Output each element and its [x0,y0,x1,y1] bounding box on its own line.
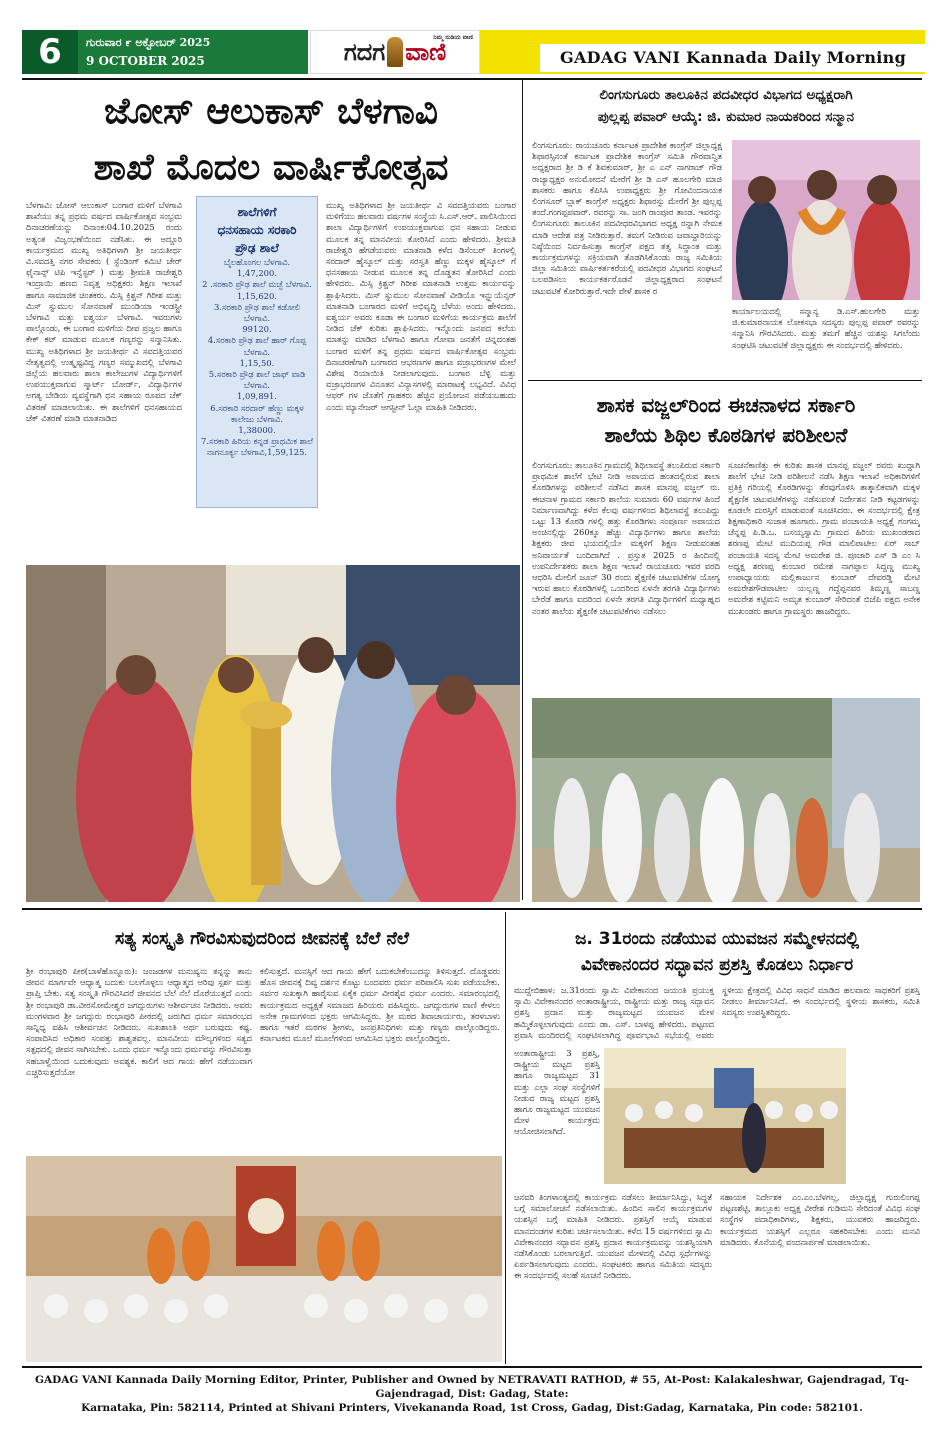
donation-item: 3.ಸರಕಾರಿ ಪ್ರೌಢ ಶಾಲೆ ಕಡೋಲಿ ಬೆಳಗಾವಿ. [213,301,301,324]
article2-headline-line1: ಲಿಂಗಸುಗೂರು ತಾಲೂಕಿನ ಪದವೀಧರ ವಿಭಾಗದ ಅಧ್ಯಕ್ಷರಾಗಿ [599,87,853,103]
article3-headline-line2: ಶಾಲೆಯ ಶಿಥಿಲ ಕೊಠಡಿಗಳ ಪರಿಶೀಲನೆ [604,423,848,447]
article5-intro: ಮುದ್ದೇಬಿಹಾಳ: ಜ.31ರಂದು ಸ್ವಾಮಿ ವಿವೇಕಾನಂದ ಜಯಂತಿ ಪ್ರಯುಕ್ತ ಸ್ವಾಮಿ ವಿವೇಕಾನಂದರ ಅಂತಾರಾಷ್ಟ್ರೀಯ, ರಾಷ್ಟ್ರೀಯ ಮತ್ತು ರಾಜ್ಯ ಸದ್ಭಾವನ ಪ್ರಶಸ್ತಿ ಪ್ರದಾನ ಮತ್ತು ರಾಜ್ಯಮಟ್ಟದ ಯುವಜನ ಮೇಳ ಹಮ್ಮಿಕೊಳ್ಳಲಾಗುವುದು ಎಂದು ಡಾ. ಎಸ್. ಬಾಳಪ್ಪ ಹೇಳಿದರು. ಪಟ್ಟಣದ ಪ್ರವಾಸಿ ಮಂದಿರದಲ್ಲಿ ಸಂಘಟಿಸಲಾಗಿದ್ದ ಪೂರ್ವಭಾವಿ ಸಭೆಯಲ್ಲಿ ಅವರು [514,985,714,1040]
article2-headline-line2: ಪುಲ್ಲಪ್ಪ ಪವಾರ್ ಆಯ್ಕೆ: ಜಿ. ಕುಮಾರ ನಾಯಕರಿಂದ ಸನ್ಮಾನ [597,109,855,125]
article1-donation-box [196,196,318,508]
middle-hrule [22,908,922,910]
donation-item: 6.ಸರಕಾರಿ ಸರದಾರ್ ಹೆಣ್ಣು ಮಕ್ಕಳ ಕಾಲೇಜು ಬೆಳಗಾವಿ. [210,402,304,424]
article3-photo [532,698,920,902]
article1-headline-line2: ಶಾಖೆ ಮೊದಲ ವಾರ್ಷಿಕೋತ್ಸವ [93,147,449,188]
article4-headline-text: ಸತ್ಯ ಸಂಸ್ಕೃತಿ ಗೌರವಿಸುವುದರಿಂದ ಜೀವನಕ್ಕೆ ಬೆಲೆ ನೆಲೆ [115,929,409,949]
newspaper-logo [310,30,480,74]
donation-item: 1,09,891. [237,391,277,402]
vertical-rule-top [522,80,523,900]
donation-item: 1,15,50. [239,357,275,368]
footer-rule [22,1366,922,1368]
article5-left-narrow: ಅಂತಾರಾಷ್ಟ್ರೀಯ 3 ಪ್ರಶಸ್ತಿ, ರಾಷ್ಟ್ರೀಯ ಮಟ್ಟದ ಪ್ರಶಸ್ತಿ ಹಾಗೂ ರಾಜ್ಯಮಟ್ಟದ 31 ಮತ್ತು ಎಲ್ಲಾ ಸಂಘ ಸಂಸ್ಥೆಗಳಿಗೆ ನೀಡುವ ರಾಜ್ಯ ಮಟ್ಟದ ಪ್ರಶಸ್ತಿ ಹಾಗೂ ರಾಜ್ಯಮಟ್ಟದ ಯುವಜನ ಮೇಳ ಕಾರ್ಯಕ್ರಮ ಆಯೋಜಿಸಲಾಗಿದೆ. [514,1048,600,1137]
article1-headline [24,84,518,196]
logo-figure-icon [387,37,403,67]
date-english: 9 OCTOBER 2025 [86,54,205,68]
paper-name: GADAG VANI Kannada Daily Morning [540,44,925,72]
article2-column1: ಲಿಂಗಸುಗೂರು: ರಾಯಚೂರು ಕರ್ನಾಟಕ ಪ್ರಾದೇಶಿಕ ಕಾಂಗ್ರೆಸ್ ಜಿಲ್ಲಾಧ್ಯಕ್ಷ ಶಿಫಾರಸ್ಸಿನಂತೆ ಕರ್ನಾಟಕ ಪ್ರಾದೇಶಿಕ ಕಾಂಗ್ರೆಸ್ ಸಮಿತಿ ಗೌರವಾನ್ವಿತ ಅಧ್ಯಕ್ಷರಾದ ಶ್ರೀ ಡಿ ಕೆ ಶಿವಕುಮಾರ್, ಶ್ರೀ ಎ ಎನ್ ನಾಗರಾಜ್ ಗೌಡ ರಾಜ್ಯಾಧ್ಯಕ್ಷರ ಅನುಮೋದನೆ ಮೇರೆಗೆ ಶ್ರೀ ಡಿ ಎಸ್ ಹೂಲಗೇರಿ ಮಾಜಿ ಶಾಸಕರು ಹಾಗೂ ಕೆಪಿಸಿಸಿ ಉಪಾಧ್ಯಕ್ಷರು ಶ್ರೀ ಗೋವಿಂದನಾಯಕ ಲಿಂಗಸೂರ್ ಬ್ಲಾಕ್ ಕಾಂಗ್ರೆಸ್ ಅಧ್ಯಕ್ಷರು ಶಿಫಾರಸ್ಸು ಮೇರೆಗೆ ಶ್ರೀ ಪುಲ್ಲಪ್ಪ ತಂದೆ.ಗಂಗಪ್ಪಪವಾರ್. ರವರನ್ನು ಸಾ. ಜಂಗಿ ರಾಂಪೂರ ತಾಂಡ. ಇವರನ್ನು ಲಿಂಗಸುಗೂರು ತಾಲೂಕಿನ ಪದವೀಧರವಿಭಾಗದ ಅಧ್ಯಕ್ಷ ರನ್ನಾಗಿ ನೇಮಕ ಮಾಡಿ ಆದೇಶ ಪತ್ರ ನೀಡಿರುತ್ತಾರೆ. ತಮಗೆ ನೀಡಿರುವ ಜವಾಬ್ದಾರಿಯನ್ನು ನಿಷ್ಠೆಯಿಂದ ನಿರ್ವಹಿಸುತ್ತಾ ಕಾಂಗ್ರೆಸ್ ಪಕ್ಷದ ತತ್ವ ಸಿದ್ಧಾಂತ ಮತ್ತು ಕಾರ್ಯಕ್ರಮಗಳನ್ನು ಸಕ್ರಿಯವಾಗಿ ತೊಡಗಿಸಿಕೊಂಡು ರಾಜ್ಯ ಸಮಿತಿಯ ಜಿಲ್ಲಾ ಸಮಿತಿಯ ವಾರ್ಷಿಕರ್ತಕರೆಯಲ್ಲಿ ಪದವೀಧರ ವಿಭಾಗದ ಸಂಘಟನೆ ಬಲಪಡಿಸಲು ಕಾರ್ಯಕರ್ತರೊಡನೆ ಜಿಲ್ಲಾಧ್ಯಕ್ಷರಾದ ಸಂಘಟನೆ ಚಟುವಟಿಕೆ ಕೋರಿರುತ್ತಾರೆ.ಇದೇ ವೇಳೆ ಶಾಸಕ ರ [532,140,722,296]
article4-column2: ಕಲಿಸುತ್ತದೆ. ಮನಸ್ಸಿಗೆ ಆದ ಗಾಯ ಹೇಗೆ ಬದುಕಬೇಕೆಂಬುದನ್ನು ತಿಳಿಸುತ್ತದೆ. ದೊಡ್ಡವರು ಹೊಸ ಜೀವನಕ್ಕೆ ದಿವ್ಯ ದರ್ಶನ ಕೊಟ್ಟು ಬಂದವರು ಧರ್ಮ ಪರಿಪಾಲಿಸಿ ಸುಖ ಪಡೆಯಬೇಕು. ಸರ್ವರ ಸುಖಕ್ಕಾಗಿ ಹಾರೈಸುವ ಏಕೈಕ ಧರ್ಮ ವೀರಶೈವ ಧರ್ಮ ಎಂದರು. ಸಮಾರಂಭದಲ್ಲಿ ಕಾರ್ಯಕ್ರಮದ ಅಧ್ಯಕ್ಷತೆ ಸಮಾಜದ ಹಿರಿಯರು ವಹಿಸಿದ್ದರು. ಜಗದ್ಗುರುಗಳ ವಾಣಿ ಕೇಳಲು ಅನೇಕ ಗ್ರಾಮಗಳಿಂದ ಭಕ್ತರು ಆಗಮಿಸಿದ್ದರು. ಶ್ರೀ ಮಠದ ಶಿವಾಚಾರ್ಯರು, ತರಳಬಾಳು ಹಾಗೂ ಇತರೆ ಮಠಗಳ ಶ್ರೀಗಳು, ಜನಪ್ರತಿನಿಧಿಗಳು ಮತ್ತು ಗಣ್ಯರು ಪಾಲ್ಗೊಂಡಿದ್ದರು. ಕರ್ನಾಟಕದ ಮೂಲೆ ಮೂಲೆಗಳಿಂದ ಆಗಮಿಸಿದ ಭಕ್ತರು ಪಾಲ್ಗೊಂಡಿದ್ದರು. [260,966,500,1044]
article5-bottom-col1: ಜನವರಿ ತಿಂಗಳಾಂತ್ಯದಲ್ಲಿ ಕಾರ್ಯಕ್ರಮ ನಡೆಸಲು ತೀರ್ಮಾನಿಸಿದ್ದು, ಸಿದ್ಧತೆ ಬಗ್ಗೆ ಸಮಾಲೋಚನೆ ನಡೆಸಲಾಯಿತು. ಹಿಂದಿನ ಸಾಲಿನ ಕಾರ್ಯಕ್ರಮಗಳ ಯಶಸ್ಸಿನ ಬಗ್ಗೆ ಮಾಹಿತಿ ನೀಡಿದರು. ಪ್ರಶಸ್ತಿಗೆ ಆಯ್ಕೆ ಮಾಡುವ ಮಾನದಂಡಗಳ ಕುರಿತು ಚರ್ಚಿಸಲಾಯಿತು. ಕಳೆದ 15 ವರ್ಷಗಳಿಂದ ಸ್ವಾಮಿ ವಿವೇಕಾನಂದರ ಸದ್ಭಾವನ ಪ್ರಶಸ್ತಿ ಪ್ರದಾನ ಕಾರ್ಯಕ್ರಮವನ್ನು ಯಶಸ್ವಿಯಾಗಿ ನಡೆಸಿಕೊಂಡು ಬರಲಾಗುತ್ತಿದೆ. ಯುವಜನ ಮೇಳದಲ್ಲಿ ವಿವಿಧ ಸ್ಪರ್ಧೆಗಳನ್ನು ಏರ್ಪಡಿಸಲಾಗುವುದು ಎಂದರು. ಸಂಘಟಕರು ಹಾಗೂ ಸಮಿತಿಯ ಸದಸ್ಯರು ಈ ಸಂದರ್ಭದಲ್ಲಿ ಸಲಹೆ ಸೂಚನೆ ನೀಡಿದರು. [514,1192,712,1281]
article5-headline-line2: ವಿವೇಕಾನಂದರ ಸದ್ಭಾವನ ಪ್ರಶಸ್ತಿ ಕೊಡಲು ನಿರ್ಧಾರ [580,955,854,975]
donation-item: 7.ಸರಕಾರಿ ಹಿರಿಯ ಕನ್ನಡ ಪ್ರಾಥಮಿಕ ಶಾಲೆ ನಾಗನೂರ್ಕ್ಯ ಬೆಳಗಾವಿ,1,59,125. [201,436,313,458]
imprint-line2: Karnataka, Pin: 582114, Printed at Shivani Printers, Vivekananda Road, 1st Cross, Gadag, Dist:Gadag, Karnataka, Pin code: 582101. [81,1402,863,1414]
article5-bottom-col2: ಸಹಾಯಕ ನಿರ್ದೇಶಕ ಎಂ.ಎಂ.ಬೆಳಗಲ್ಲ, ಜಿಲ್ಲಾಧ್ಯಕ್ಷ ಗುರುಲಿಂಗಪ್ಪ ಪಟ್ಟಣಶೆಟ್ಟಿ, ತಾಲ್ಲೂಕು ಅಧ್ಯಕ್ಷ ವೀರೇಶ ಗುಡಿಮನಿ ಸೇರಿದಂತೆ ವಿವಿಧ ಸಂಘ ಸಂಸ್ಥೆಗಳ ಪದಾಧಿಕಾರಿಗಳು, ಶಿಕ್ಷಕರು, ಯುವಕರು ಹಾಜರಿದ್ದರು. ಕಾರ್ಯಕ್ರಮದ ಯಶಸ್ಸಿಗೆ ಎಲ್ಲರೂ ಸಹಕರಿಸಬೇಕು ಎಂದು ಮನವಿ ಮಾಡಿದರು. ಕೊನೆಯಲ್ಲಿ ವಂದನಾರ್ಪಣೆ ಮಾಡಲಾಯಿತು. [720,1192,920,1247]
article1-headline-line1: ಜೋಸ್ ಆಲುಕಾಸ್ ಬೆಳಗಾವಿ [103,91,439,132]
article5-headline [512,926,922,978]
article2-photo [732,140,920,300]
donation-item: 4.ಸರಕಾರಿ ಪ್ರೌಢ ಶಾಲೆ ಹಾರ್ ಗೊಪ್ಪ ಬೆಳಗಾವಿ. [207,335,307,357]
date-kannada: ಗುರುವಾರ ೯ ಅಕ್ಟೋಬರ್ 2025 [86,36,211,49]
donation-box-heading1: ಶಾಲೆಗಳಿಗೆ [237,205,277,219]
article1-column3: ಮುಖ್ಯ ಅತಿಥಿಗಳಾದ ಶ್ರೀ ಜಯತೀರ್ಥ ವಿ ಸವದತ್ತಿಯವರು ಬಂಗಾರ ಮಳಿಗೆಯು ಹಲವಾರು ವರ್ಷಗಳ ಸಂಸ್ಥೆಯ ಸಿ.ಎಸ್.ಆರ್. ಪಾಲಿಸಿಯಿಂದ ಶಾಲಾ ವಿದ್ಯಾರ್ಥಿಗಳಿಗೆ ಉಪಯುಕ್ತವಾಗುವ ಧನ ಸಹಾಯ ನೀಡುವ ಮೂಲಕ ತನ್ನ ಮಾನವೀಯ ತೋರಿಸಿದೆ ಎಂದು ಹೇಳಿದರು. ಶ್ರೀಮತಿ ರಾಜೇಶ್ವರಿ ಹೆಗಡೆಯವರು ಮಾತನಾಡಿ ಕಳೆದ ಡಿಸೆಂಬರ್ ತಿಂಗಳಲ್ಲಿ ಸರದಾರ್ ಹೈಸ್ಕೂಲ್ ಮತ್ತು ಸರಸ್ವತಿ ಹೆಣ್ಣು ಮಕ್ಕಳ ಹೈಸ್ಕೂಲ್ ಗೆ ಧನಸಹಾಯ ನೀಡುವ ಮೂಲಕ ತನ್ನ ದೊಡ್ಡತನ ತೋರಿಸಿದೆ ಎಂದು ಹೇಳಿದರು. ಮಿಸ್ಸಿ ಕ್ರಿಶ್ಚನ್ ಗಿರೀಶ ಮಾತನಾಡಿ ಉತ್ತಮ ಕಾರ್ಯವನ್ನು ಶ್ಲಾಘಿಸಿದರು. ಮಿಸ್ ಸ್ನುಮುಲ ಸೋನವಾಣೆ ವೀಡಿಯೊ ಇನ್ಫ್ಲುಯೆನ್ಸರ್ ಮಾತನಾಡಿ ಬಂಗಾರದ ಮಳಿಗೆ ಅಭಿವೃದ್ಧಿ ಬೆಳೆಯ ಅಂದು ಹೇಳಿದರು. ಐಶ್ವರ್ಯ ಅವರು ಕೂಡಾ ಈ ಬಂಗಾರ ಮಳಿಗೆಯ ಕಾರ್ಯಕ್ರಮ ಶಾಲೆಗೆ ನೀಡಿದ ಚೆಕ್ ಕುರಿತು ಶ್ಲಾಘಿಸಿದರು. ಇನ್ನೊಂದು ಜನಪದ ಕಲೆಯ ಮಾತನ್ನು ಮಾಡಿದ ಬೆಳಗಾವಿ ಹಾಗೂ ಗೋವಾ ಜನತೆಗೆ ಚಿನ್ನದಂತಹ ಬಂಗಾರ ಮಳಿಗೆ ತನ್ನ ಪ್ರಥಮ ವರ್ಷದ ವಾರ್ಷಿಕೋತ್ಸವ ಸಂಭ್ರಮ ದಿನಾಚರಣೆಗಾಗಿ ಬಂಗಾರದ ಆಭರಣಗಳ ಹಾಗೂ ವಜ್ರಾಭರಣಗಳ ಮೇಲೆ ವಿಶೇಷ ರಿಯಾಯಿತಿ ನೀಡಲಾಗುವುದು. ಬಂಗಾರ ಬೆಳ್ಳಿ ಮತ್ತು ವಜ್ರಾಭರಣಗಳ ವಿನೂತನ ವಿನ್ಯಾಸಗಳಲ್ಲಿ ಮಾರಾಟಕ್ಕೆ ಲಭ್ಯವಿದೆ. ವಿವಿಧ ಆಫರ್ ಗಳ ಜೊತೆಗೆ ಗ್ರಾಹಕರು ಹೆಚ್ಚಿನ ಪ್ರಯೋಜನ ಪಡೆಯಬಹುದು ಎಂದು ಮ್ಯಾನೇಜರ್ ಆಗಸ್ಟೀನ್ ಓಲ್ಗಾ ಮಾಹಿತಿ ನೀಡಿದರು. [326,200,516,412]
article1-photo [26,565,520,902]
masthead [0,30,945,74]
donation-item: 99120. [242,324,272,335]
donation-item: ಬೈಲಹೊಂಗಲ ಬೆಳಗಾವಿ. [223,257,291,267]
donation-item: 1,38000. [238,425,276,436]
donation-item: 2 .ಸರಕಾರಿ ಪ್ರೌಢ ಶಾಲೆ ಮಚ್ಛೆ ಬೆಳಗಾವಿ. [202,279,312,290]
article5-right-narrow [852,1048,920,1184]
article4-column1: ಶ್ರೀ ರಂಭಾಪುರಿ ಪೀಠ(ಬಾಳೆಹೊನ್ನೂರು): ಜಂಜಡಗಳ ಮನುಷ್ಯನು ತನ್ನನ್ನು ತಾನು ಜೀವನ ಮಾರ್ಗವೇ ಆಧ್ಯಾತ್ಮ ಬದುಕು ಬಲಗೊಳ್ಳಲು ಆಧ್ಯಾತ್ಮದ ಅರಿವು ಸ್ಪರ್ಶ ಮತ್ತು ಪ್ರಾಪ್ತಿ ಬೇಕು. ಸತ್ಯ ಸಂಸ್ಕೃತಿ ಗೌರವಿಸಿದರೆ ಜೀವನದ ಬೆಲೆ ನೆಲೆ ದೊರೆಯುತ್ತದೆ ಎಂದು ಶ್ರೀ ರಂಭಾಪುರಿ ಡಾ.ವೀರಸೋಮೇಶ್ವರ ಜಗದ್ಗುರುಗಳು ಆಶೀರ್ವಚನ ನೀಡಿದರು. ಅವರು ಮಂಗಳವಾರ ಶ್ರೀ ಜಗದ್ಗುರು ರಂಭಾಪುರಿ ಪೀಠದಲ್ಲಿ ಜರುಗಿದ ಧರ್ಮ ಸಮಾರಂಭದ ಸಾನ್ನಿಧ್ಯ ವಹಿಸಿ ಆಶೀರ್ವಚನ ನೀಡಿದರು. ಸುಖಶಾಂತಿ ಅರ್ಥ ಬರುವುದು ಕಷ್ಟ. ಸಂಪಾದಿಸಿದ ಅಧಿಕಾರ ಸಂಪತ್ತು ಶಾಶ್ವತವಲ್ಲ. ಮಾನವೀಯ ಮೌಲ್ಯಗಳಿಂದ ಸತ್ಯದ ಸತ್ಪಥದಲ್ಲಿ ಜೀವನ ಸಾಗಿಸಬೇಕು. ಒಂದು ಧರ್ಮ ಇನ್ನೊಂದು ಧರ್ಮವನ್ನು ಗೌರವಿಸುತ್ತಾ ಸಹಬಾಳ್ವೆಯಿಂದ ಬದುಕುವುದು ಅವಶ್ಯಕ. ಕಾಲಿಗೆ ಆದ ಗಾಯ ಹೇಗೆ ನಡೆಯುವಾಗ ಎಚ್ಚರಿಸುತ್ತದೆಯೋ [26,966,252,1077]
logo-tagline: ನಿಮ್ಮ ನುಡಿಯ ವಾಣಿ [433,34,473,41]
article1-column1: ಬೆಳಗಾವಿ: ಜೋಸ್ ಆಲುಕಾಸ್ ಬಂಗಾರ ಮಳಿಗೆ ಬೆಳಗಾವಿ ಶಾಖೆಯು ತನ್ನ ಪ್ರಥಮ ವರ್ಷದ ವಾರ್ಷಿಕೋತ್ಸವ ಸಂಭ್ರಮ ದಿನಾಚರಣೆಯನ್ನು ದಿನಾಂಕ:04.10.2025 ರಂದು ಅತ್ಯಂತ ವಿಜೃಂಭಣೆಯಿಂದ ನಡೆಸಿತು. ಈ ಅದ್ದೂರಿ ಕಾರ್ಯಕ್ರಮದ ಮುಖ್ಯ ಅತಿಥಿಗಳಾಗಿ ಶ್ರೀ ಜಯತೀರ್ಥ ವಿ.ಸವದತ್ತಿ ನಗರ ಸೇವಕರು ( ಸ್ಟೆಂಡಿಂಗ್ ಕಮಿಟಿ ಚೇರ್ ಫೈನಾನ್ಸ್ ಟಿಪಿ ಇನ್ವೆಸ್ಟರ್ ) ಮತ್ತು ಶ್ರೀಮತಿ ರಾಜೇಶ್ವರಿ ಇಂದ್ರಾಯಿ ಹಣದ ನಿವೃತ್ತ ಅಧಿಕ್ಷಕರು ಶಿಕ್ಷಣ ಇಲಾಖೆ ಹಾಗೂ ಸಾಮಾಜಿಕ ಚಿಂತಕರು. ಮಿಸ್ಸಿ ಕ್ರಿಶ್ಚನ್ ಗಿರೀಶ ಮತ್ತು ಮಿಸ್ ಸ್ನುಮುಲ ಸೋನವಾಣೆ ಮುಂಡಿಯಾ ಇಂಡಸ್ಟ್ರೀ ಬೆಳಗಾವಿ ಮತ್ತು ಐಶ್ವರ್ಯ ಬೆಳಗಾವಿ. ಇವರುಗಳು ಪಾಲ್ಗೊಂಡು, ಈ ಬಂಗಾರ ಮಳಿಗೆಯ ದೀಪ ಪ್ರಜ್ವಲ ಹಾಗೂ ಕೇಕ್ ಕಟ್ ಮಾಡುವ ಮೂಲಕ ಗಣ್ಯರನ್ನು ಸನ್ಮಾನಿಸಿತು. ಮುಖ್ಯ ಅತಿಥಿಗಳಾದ ಶ್ರೀ ಜಯತೀರ್ಥ ವಿ ಸವದತ್ತಿಯವರ ನೇತೃತ್ವದಲ್ಲಿ ಉತ್ಕೃಷ್ಟವಿದ್ದ ಗಣ್ಯರ ಸಮ್ಮುಖದಲ್ಲಿ ಬೆಳಗಾವಿ ಜಿಲ್ಲೆಯ ಹಲವಾರು ಶಾಲಾ ಕಾಲೇಜುಗಳ ವಿದ್ಯಾರ್ಥಿಗಳಿಗೆ ಉಪಯುಕ್ತವಾಗುವ ಸ್ಮಾರ್ಟ್ ಬೋರ್ಡ್, ವಿದ್ಯಾರ್ಥಿಗಳ ಅಗತ್ಯ ಬೇಡಿಯ ವ್ಯವಸ್ಥೆಗಾಗಿ ಧನ ಸಹಾಯ ರೂಪದ ಚೆಕ್ ವಿತರಣೆ ಮಾಡಲಾಯಿತು. ಈ ಶಾಲೆಗಳಿಗೆ ಧನಸಹಾಯದ ಚೆಕ್ ವಿತರಣೆ ಮಾಡಿ ಮಾತನಾಡಿದ [26,200,182,423]
right-top-hrule [528,380,922,381]
article3-column2: ಸೂಚನೆಕಾಣಿತ್ತು ಈ ಕುರಿತು ಶಾಸಕ ಮಾನಪ್ಪ ವಜ್ಜಲ್ ರವರು ಖುದ್ದಾಗಿ ಶಾಲೆಗೆ ಭೇಟಿ ನೀಡಿ ಪರಿಶೀಲನೆ ನಡೆಸಿ ಶಿಕ್ಷಣ ಇಲಾಖೆ ಅಧಿಕಾರಿಗಳಿಗೆ ಪ್ರತಿಕ್ರಿ ಗರಿಯಲ್ಲಿ ಕೊಠಡಿಗಳನ್ನು ತೆರವುಗೊಳಿಸಿ ತಾತ್ಕಾಲಿಕವಾಗಿ ಮಕ್ಕಳ ಶೈಕ್ಷಣಿಕ ಚಟುವಟಿಕೆಗಳನ್ನು ನಡೆಸುವಂತೆ ನಿರ್ದೇಶನ ನೀಡಿ ಕಟ್ಟಡಗಳನ್ನು ಕೂಡಲೇ ದುರಸ್ತಿಗೆ ಮಾಡುವಂತೆ ಸೂಚಿಸಿದರು. ಈ ಸಂದರ್ಭದಲ್ಲಿ ಕ್ಷೇತ್ರ ಶಿಕ್ಷಣಾಧಿಕಾರಿ ಸುಜಾತ ಹೂಗಾರು. ಗ್ರಾಮ ಪಂಚಾಯತಿ ಅಧ್ಯಕ್ಷೆ ಗಂಗಮ್ಮ ಚೆನ್ನಪ್ಪ ಪಿ.ಡಿ.ಒ. ಬಸಯ್ಯಸ್ವಾಮಿ ಗ್ರಾಮದ ಹಿರಿಯ ಮುಖಂಡರಾದ ಶರಣಪ್ಪ ಮೇಟಿ ಮುದಿಯಪ್ಪ ಗೌಡ ಮಾಲಿಪಾಟೀಲ ಏರ್ ಸಾಬ್ ಪಂಚಾಯತಿ ಸದಸ್ಯ ಮೇಟಿ ಅಮರೇಶ ಜಿ. ಪೂಜಾರಿ ಎಸ್ ಡಿ ಎಂ ಸಿ ಅಧ್ಯಕ್ಷ ಶರಣಪ್ಪ ಕುಂಬಾರ ರಮೇಶ ನಾಗಪ್ಪಾಲ ಸಿದ್ದಣ್ಣ ಮುಖ್ಯ ಉಪಾಧ್ಯಾಯರು ಮಲ್ಲಿಕಾರ್ಜುನ ಕುಂಬಾರ್ ದೇವರಡ್ಡಿ ಮೇಟಿ ಅಮರೇಶಗೌಡಪಾಟೀಲ ಯಲ್ಲಣ್ಣ ಗದ್ದೆಪ್ಪನವರ ತಿಮ್ಮಣ್ಣ ಸಾಬಣ್ಣ ಅಮರೇಶ ಕಟ್ಟಿಮನಿ ಅಮೃತ ಕುಂಬಾರ್ ಸೇರಿದಂತೆ ಬಿಜೆಪಿ ಪಕ್ಷದ ಅನೇಕ ಮುಖಂಡರು ಹಾಗೂ ಗ್ರಾಮಸ್ಥರು ಹಾಜರಿದ್ದರು. [728,460,920,616]
logo-text-left: ಗದಗ [343,38,386,66]
donation-item: 1,15,620. [237,290,277,301]
masthead-rule [22,78,922,80]
donation-item: 1,47,200. [237,268,277,279]
article2-column2: ಕಾರ್ಯಾಲಯದಲ್ಲಿ ಸನ್ಮಾನ್ಯ ಡಿ.ಎಸ್.ಹುಲಗೇರಿ ಮತ್ತು ಜಿ.ಕುಮಾರನಾಯಕ ಲೋಕಸಭಾ ಸದಸ್ಯರು ಪುಲ್ಲಪ್ಪ ಪವಾರ್ ರವರನ್ನು ಸನ್ಮಾನಿಸಿ ಗೌರವಿಸಿದರು. ಮತ್ತು ತಮಗೆ ಹೆಚ್ಚಿನ ಯಶಸ್ಸು ಸಿಗಲೆಂದು ಸಂಘಟಿಸಿ ಚಟುವಟಿಕೆ ಜಿಲ್ಲಾಧ್ಯಕ್ಷರು ಈ ಸಂದರ್ಭದಲ್ಲಿ ಹೇಳಿದರು. [732,306,920,350]
article2-headline [530,84,922,128]
date-box [78,30,308,74]
donation-box-heading2: ಧನಸಹಾಯ ಸರಕಾರಿ [217,223,297,237]
article5-photo [604,1048,846,1184]
title-ribbon [480,30,925,74]
article3-headline [530,390,922,450]
article4-photo [26,1156,502,1362]
page-number: 6 [22,30,78,74]
donation-item: 5.ಸರಕಾರಿ ಪ್ರೌಢ ಶಾಲೆ ಜಾಫ್ ವಾಡಿ ಬೆಳಗಾವಿ. [208,369,306,391]
imprint-line1: GADAG VANI Kannada Daily Morning Editor, Printer, Publisher and Owned by NETRAVATI RATHOD, # 55, At-Post: Kalakaleshwar, Gajendragad, Tq-Gajendragad, Dist: Gadag, State: [34,1374,909,1400]
vertical-rule-bottom [505,912,506,1364]
article5-headline-line1: ಜ. 31ರಂದು ನಡೆಯುವ ಯುವಜನ ಸಮ್ಮೇಳನದಲ್ಲಿ [574,929,860,949]
logo-text-right: ವಾಣಿ [405,38,447,66]
article3-headline-line1: ಶಾಸಕ ವಜ್ಜಲ್‌ರಿಂದ ಈಚನಾಳದ ಸರ್ಕಾರಿ [596,393,856,417]
imprint-footer [22,1373,922,1415]
article5-right-top: ಸ್ಥಳೀಯ ಕ್ಷೇತ್ರದಲ್ಲಿ ವಿವಿಧ ಸಾಧನೆ ಮಾಡಿದ ಹಲವಾರು ಸಾಧಕರಿಗೆ ಪ್ರಶಸ್ತಿ ನೀಡಲು ತೀರ್ಮಾನಿಸಿದೆ. ಈ ಸಂದರ್ಭದಲ್ಲಿ ಸ್ಥಳೀಯ ಶಾಸಕರು, ಸಮಿತಿ ಸದಸ್ಯರು ಉಪಸ್ಥಿತರಿದ್ದರು. [722,985,920,1018]
article4-headline [24,926,500,952]
article3-column1: ಲಿಂಗಸುಗೂರು: ತಾಲೂಕಿನ ಗ್ರಾಮದಲ್ಲಿ ಶಿಥಿಲಾವಸ್ಥೆ ತಲುಪಿರುವ ಸರ್ಕಾರಿ ಪ್ರಾಥಮಿಕ ಶಾಲೆಗೆ ಭೇಟಿ ನೀಡಿ ಅಪಾಯದ ಹಂತದಲ್ಲಿರುವ ಶಾಲಾ ಕೊಠಡಿಗಳನ್ನು ಪರಿಶೀಲನೆ ನಡೆಸಿದ ಶಾಸಕ ಮಾನಪ್ಪ ವಜ್ಜಲ್ ರು. ಈಚನಾಳ ಗ್ರಾಮದ ಸರ್ಕಾರಿ ಶಾಲೆಯ ಸುಮಾರು 60 ವರ್ಷಗಳ ಹಿಂದೆ ನಿರ್ಮಾಣವಾಗಿದ್ದು ಕಳೆದ ಕೆಲವು ವರ್ಷಗಳಿಂದ ಶಿಥಿಲಾವಸ್ಥೆ ತಲುಪಿದ್ದು ಒಟ್ಟು 13 ಕೊಠಡಿ ಗಳಲ್ಲಿ ಹತ್ತು ಕೊಠಡಿಗಳು ಸಂಪೂರ್ಣ ಅಪಾಯದ ಅಂಚಿನಲ್ಲಿದ್ದು 260ಕ್ಕೂ ಹೆಚ್ಚು ವಿದ್ಯಾರ್ಥಿಗಳು ಹಾಗೂ ಶಾಲೆಯ ಶಿಕ್ಷಕರು ಜೀವ ಭಯದಲ್ಲಿಯೇ ಮಕ್ಕಳಿಗೆ ಶಿಕ್ಷಣ ನೀಡುವಂತಹ ಅನಿವಾರ್ಯತೆ ಬಂದಿದಾಗಿದೆ . ಪ್ರಸ್ತುತ 2025 ರ ಹಿಂದಿನಲ್ಲಿ ಉಪನಿರ್ದೇಶಕರು ಶಾಲಾ ಶಿಕ್ಷಣ ಇಲಾಖೆ ರಾಯಚೂರು ಇವರ ವರದಿ ಆಧರಿಸಿ ಮೇಲಿಗೆ ಜೂನ್ 30 ರಂದು ಶೈಕ್ಷಣಿಕ ಚಟುವಟಿಕೆಗಳ ಯೋಗ್ಯ ಇರುವ ಹಾಲು ಕೊಠಡಿಗಳಲ್ಲಿ ಒಂದರಿಂದ ಏಳನೇ ತರಗತಿ ವಿದ್ಯಾರ್ಥಿಗಳು ಬೇರೆಡೆ ಹಾಗೂ ಐದರಿಂದ ಏಳನೇ ತರಗತಿ ವಿದ್ಯಾರ್ಥಿಗಳಿಗೆ ಮಧ್ಯಾಹ್ನದ ನಂತರ ಶಾಲೆಯ ಶೈಕ್ಷಣಿಕ ಚಟುವಟಿಕೆಗಳು ನಡೆಸಲು [532,460,720,616]
donation-box-heading3: ಪ್ರೌಢ ಶಾಲೆ [235,241,279,255]
